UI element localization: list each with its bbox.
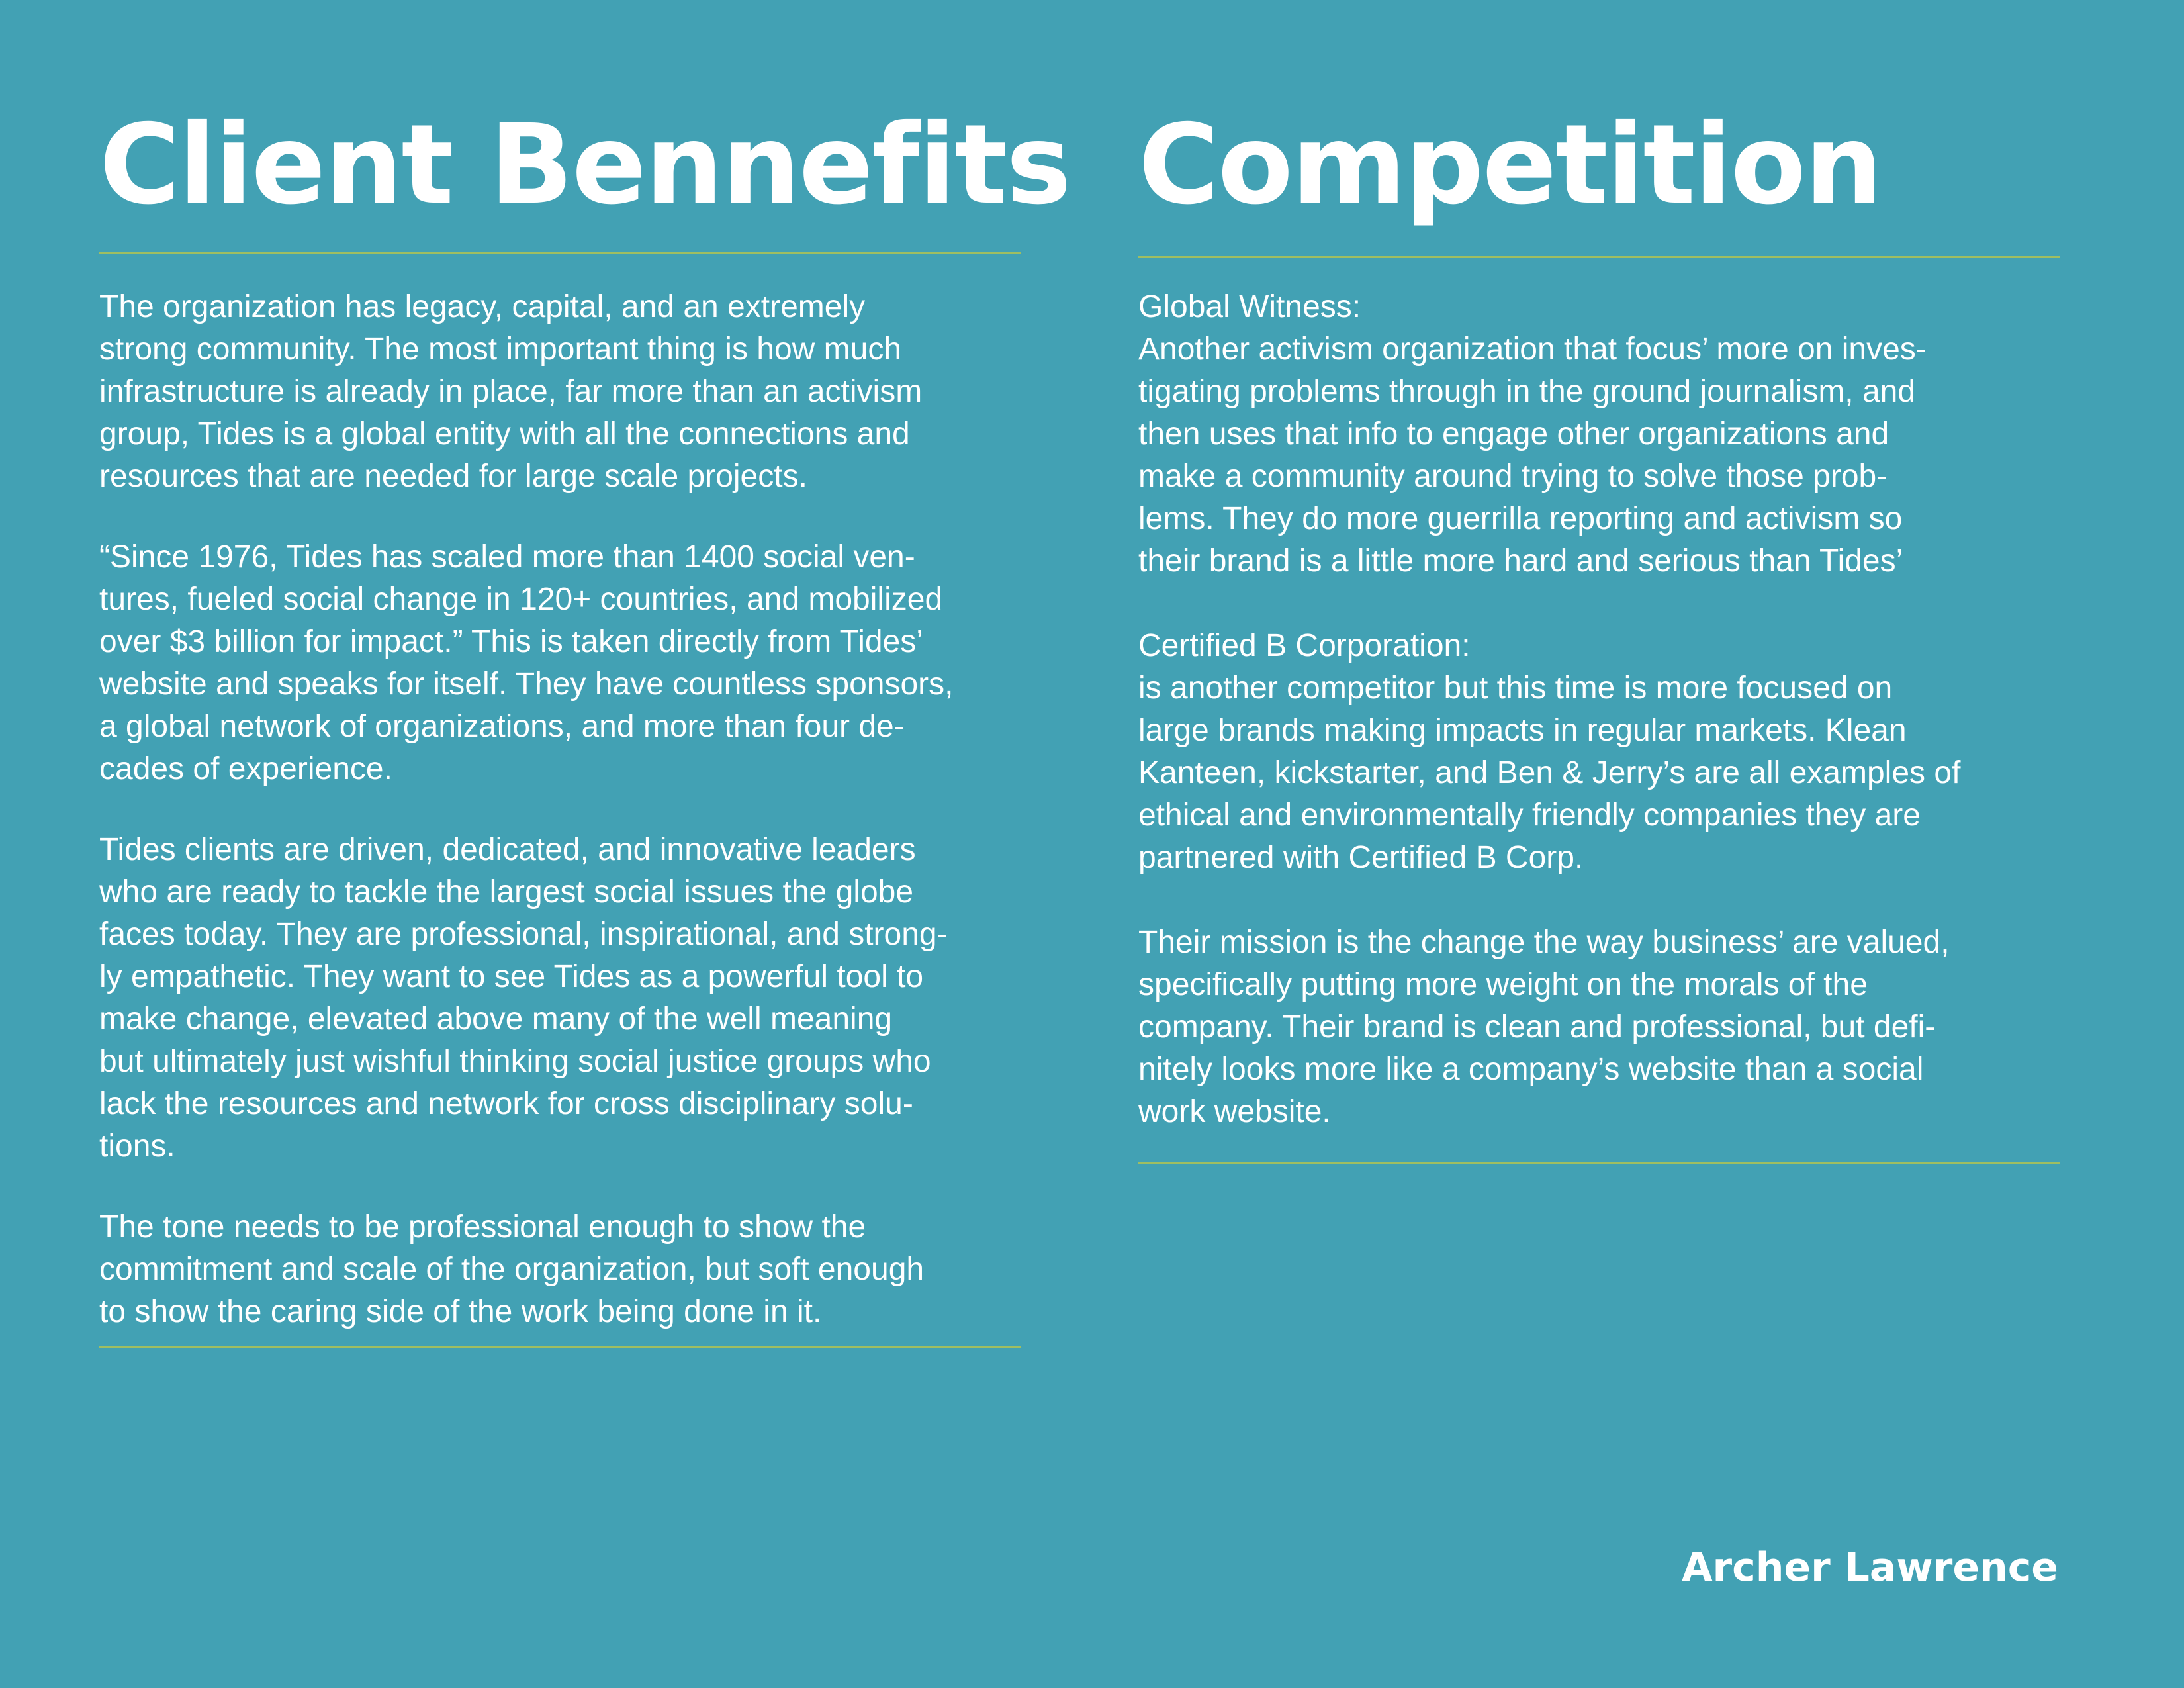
competition-top-rule bbox=[1138, 256, 2060, 258]
competition-paragraph-certified-b: Certified B Corporation: is another competitor but this time is more focused on large brands making impacts in regular markets. Klean Kanteen, kickstarter, and Ben & Jerry’s are all examples of ethical and environmentally friendly companies they are partnered with Certified B Corp. bbox=[1138, 628, 1961, 875]
client-benefits-paragraph-4: The tone needs to be professional enough to show the commitment and scale of the organization, but soft enough to show the caring side of the work being done in it. bbox=[99, 1209, 925, 1329]
client-benefits-top-rule bbox=[99, 252, 1021, 254]
client-benefits-paragraph-1: The organization has legacy, capital, and an extremely strong community. The most important thing is how much infrastructure is already in place, far more than an activism group, Tides is a global entity with all the connections and resources that are needed for large scale projects. bbox=[99, 289, 923, 494]
client-benefits-heading: Client Bennefits bbox=[99, 101, 1070, 229]
client-benefits-paragraph-3: Tides clients are driven, dedicated, and innovative leaders who are ready to tackle the largest social issues the globe faces today. They are professional, inspirational, and strong- ly empathetic. They want to see Tides as a powerful tool to make change, elevated above many of the well meaning but ultimately just wishful thinking social justice groups who lack the resources and network for cross disciplinary solu- tions. bbox=[99, 832, 948, 1164]
competition-body bbox=[1138, 286, 2060, 1176]
client-benefits-body bbox=[99, 286, 1021, 1333]
competition-bottom-rule bbox=[1138, 1162, 2060, 1164]
client-benefits-bottom-rule bbox=[99, 1346, 1021, 1348]
author-name: Archer Lawrence bbox=[1682, 1544, 2058, 1591]
client-benefits-paragraph-2: “Since 1976, Tides has scaled more than 1400 social ven- tures, fueled social change in 120+ countries, and mobilized over $3 billion for impact.” This is taken directly from Tides’ website and speaks for itself. They have countless sponsors, a global network of organizations, and more than four de- cades of experience. bbox=[99, 539, 954, 786]
competition-paragraph-mission: Their mission is the change the way business’ are valued, specifically putting more weight on the morals of the company. Their brand is clean and professional, but defi- nitely looks more like a company’s website than a social work website. bbox=[1138, 925, 1950, 1129]
competition-heading: Competition bbox=[1138, 101, 1882, 229]
competition-paragraph-global-witness: Global Witness: Another activism organization that focus’ more on inves- tigating problems through in the ground journalism, and then uses that info to engage other organizations and make a community around trying to solve those prob- lems. They do more guerrilla reporting and activism so their brand is a little more hard and serious than Tides’ bbox=[1138, 289, 1927, 579]
